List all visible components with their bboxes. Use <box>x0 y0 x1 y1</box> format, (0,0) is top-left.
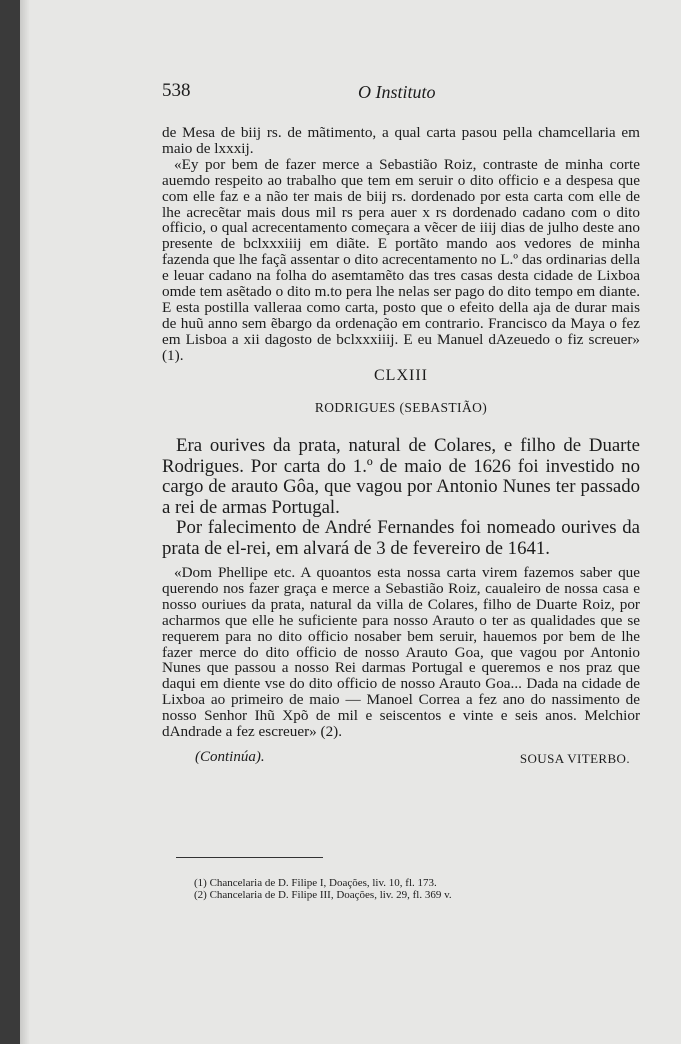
paragraph: de Mesa de biij rs. de mãtimento, a qual carta pasou pella chamcellaria em maio de lxxxij. <box>162 124 640 157</box>
page-number: 538 <box>162 80 191 101</box>
page-binding-shadow <box>20 0 30 1044</box>
continued-note: (Continúa). <box>195 749 265 765</box>
journal-title: O Instituto <box>358 82 436 102</box>
section-title: RODRIGUES (SEBASTIÃO) <box>314 400 488 415</box>
signature-row <box>175 749 630 769</box>
author-signature: SOUSA VITERBO. <box>519 751 630 766</box>
footnotes <box>176 877 626 901</box>
continued-document-text <box>162 125 640 364</box>
section-body <box>162 436 640 560</box>
paragraph: «Ey por bem de fazer merce a Sebastião Roiz, contraste de minha corte auemdo respeito ao trabalho que tem em seruir o dito officio e a despesa que com elle faz e a não ter mais de biij rs. dordenado por esta carta com elle de lhe acrecẽtar mais dous mil rs pera auer x rs dordenado cadano com o dito officio, o qual acrecentamento começara a vẽcer de iiij dias de julho deste ano presente de bclxxxiiij em diãte. E portãto mando aos vedores de minha fazenda que lhe façã assentar o dito acrecentamento no L.º das ordinarias della e leuar cadano na folha do asemtamẽto das tres casas desta cidade de Lixboa omde tem asẽtado o dito m.to pera lhe nelas ser pago do dito tempo em diante. E esta postilla valleraa como carta, posto que o efeito della aja de durar mais de huũ anno sem ẽbargo da ordenação em contrario. Francisco da Maya o fez em Lisboa a xii dagosto de bclxxxiiij. E eu Manuel dAzeuedo o fiz screuer» (1). <box>162 155 640 364</box>
paragraph: Era ourives da prata, natural de Colares, e filho de Duarte Rodrigues. Por carta do 1.º de maio de 1626 foi investido no cargo de arauto Gôa, que vagou por Antonio Nunes ter passado a rei de armas Portugal. <box>162 435 640 518</box>
paragraph: «Dom Phellipe etc. A quoantos esta nossa carta virem fazemos saber que querendo nos fazer graça e merce a Sebastião Roiz, caualeiro de nossa casa e nosso ouriues da prata, natural da villa de Colares, filho de Duarte Roiz, por acharmos que elle he suficiente para nosso Arauto o ter as qualidades que se requerem para no dito officio nosaber bem seruir, hauemos por bem de lhe fazer merce do dito officio de nosso Arauto Goa, que vagou por Antonio Nunes que passou a nosso Rei darmas Portugal e queremos e nos praz que daqui em diente vse do dito officio de nosso Arauto Goa... Dada na cidade de Lixboa ao primeiro de maio — Manoel Correa a fez ano do nassimento de nosso Senhor Ihũ Xpõ de mil e seiscentos e vinte e seis anos. Melchior dAndrade a fez escreuer» (2). <box>162 564 640 741</box>
footnote-divider <box>176 857 323 858</box>
footnote: (2) Chancelaria de D. Filipe III, Doações, liv. 29, fl. 369 v. <box>194 889 452 901</box>
book-page <box>20 0 681 1044</box>
quoted-document <box>162 565 640 740</box>
footnote: (1) Chancelaria de D. Filipe I, Doações, liv. 10, fl. 173. <box>194 877 437 889</box>
section-number: CLXIII <box>374 367 428 384</box>
paragraph: Por falecimento de André Fernandes foi nomeado ourives da prata de el-rei, em alvará de 3 de fevereiro de 1641. <box>162 517 640 559</box>
page-header <box>162 80 522 108</box>
